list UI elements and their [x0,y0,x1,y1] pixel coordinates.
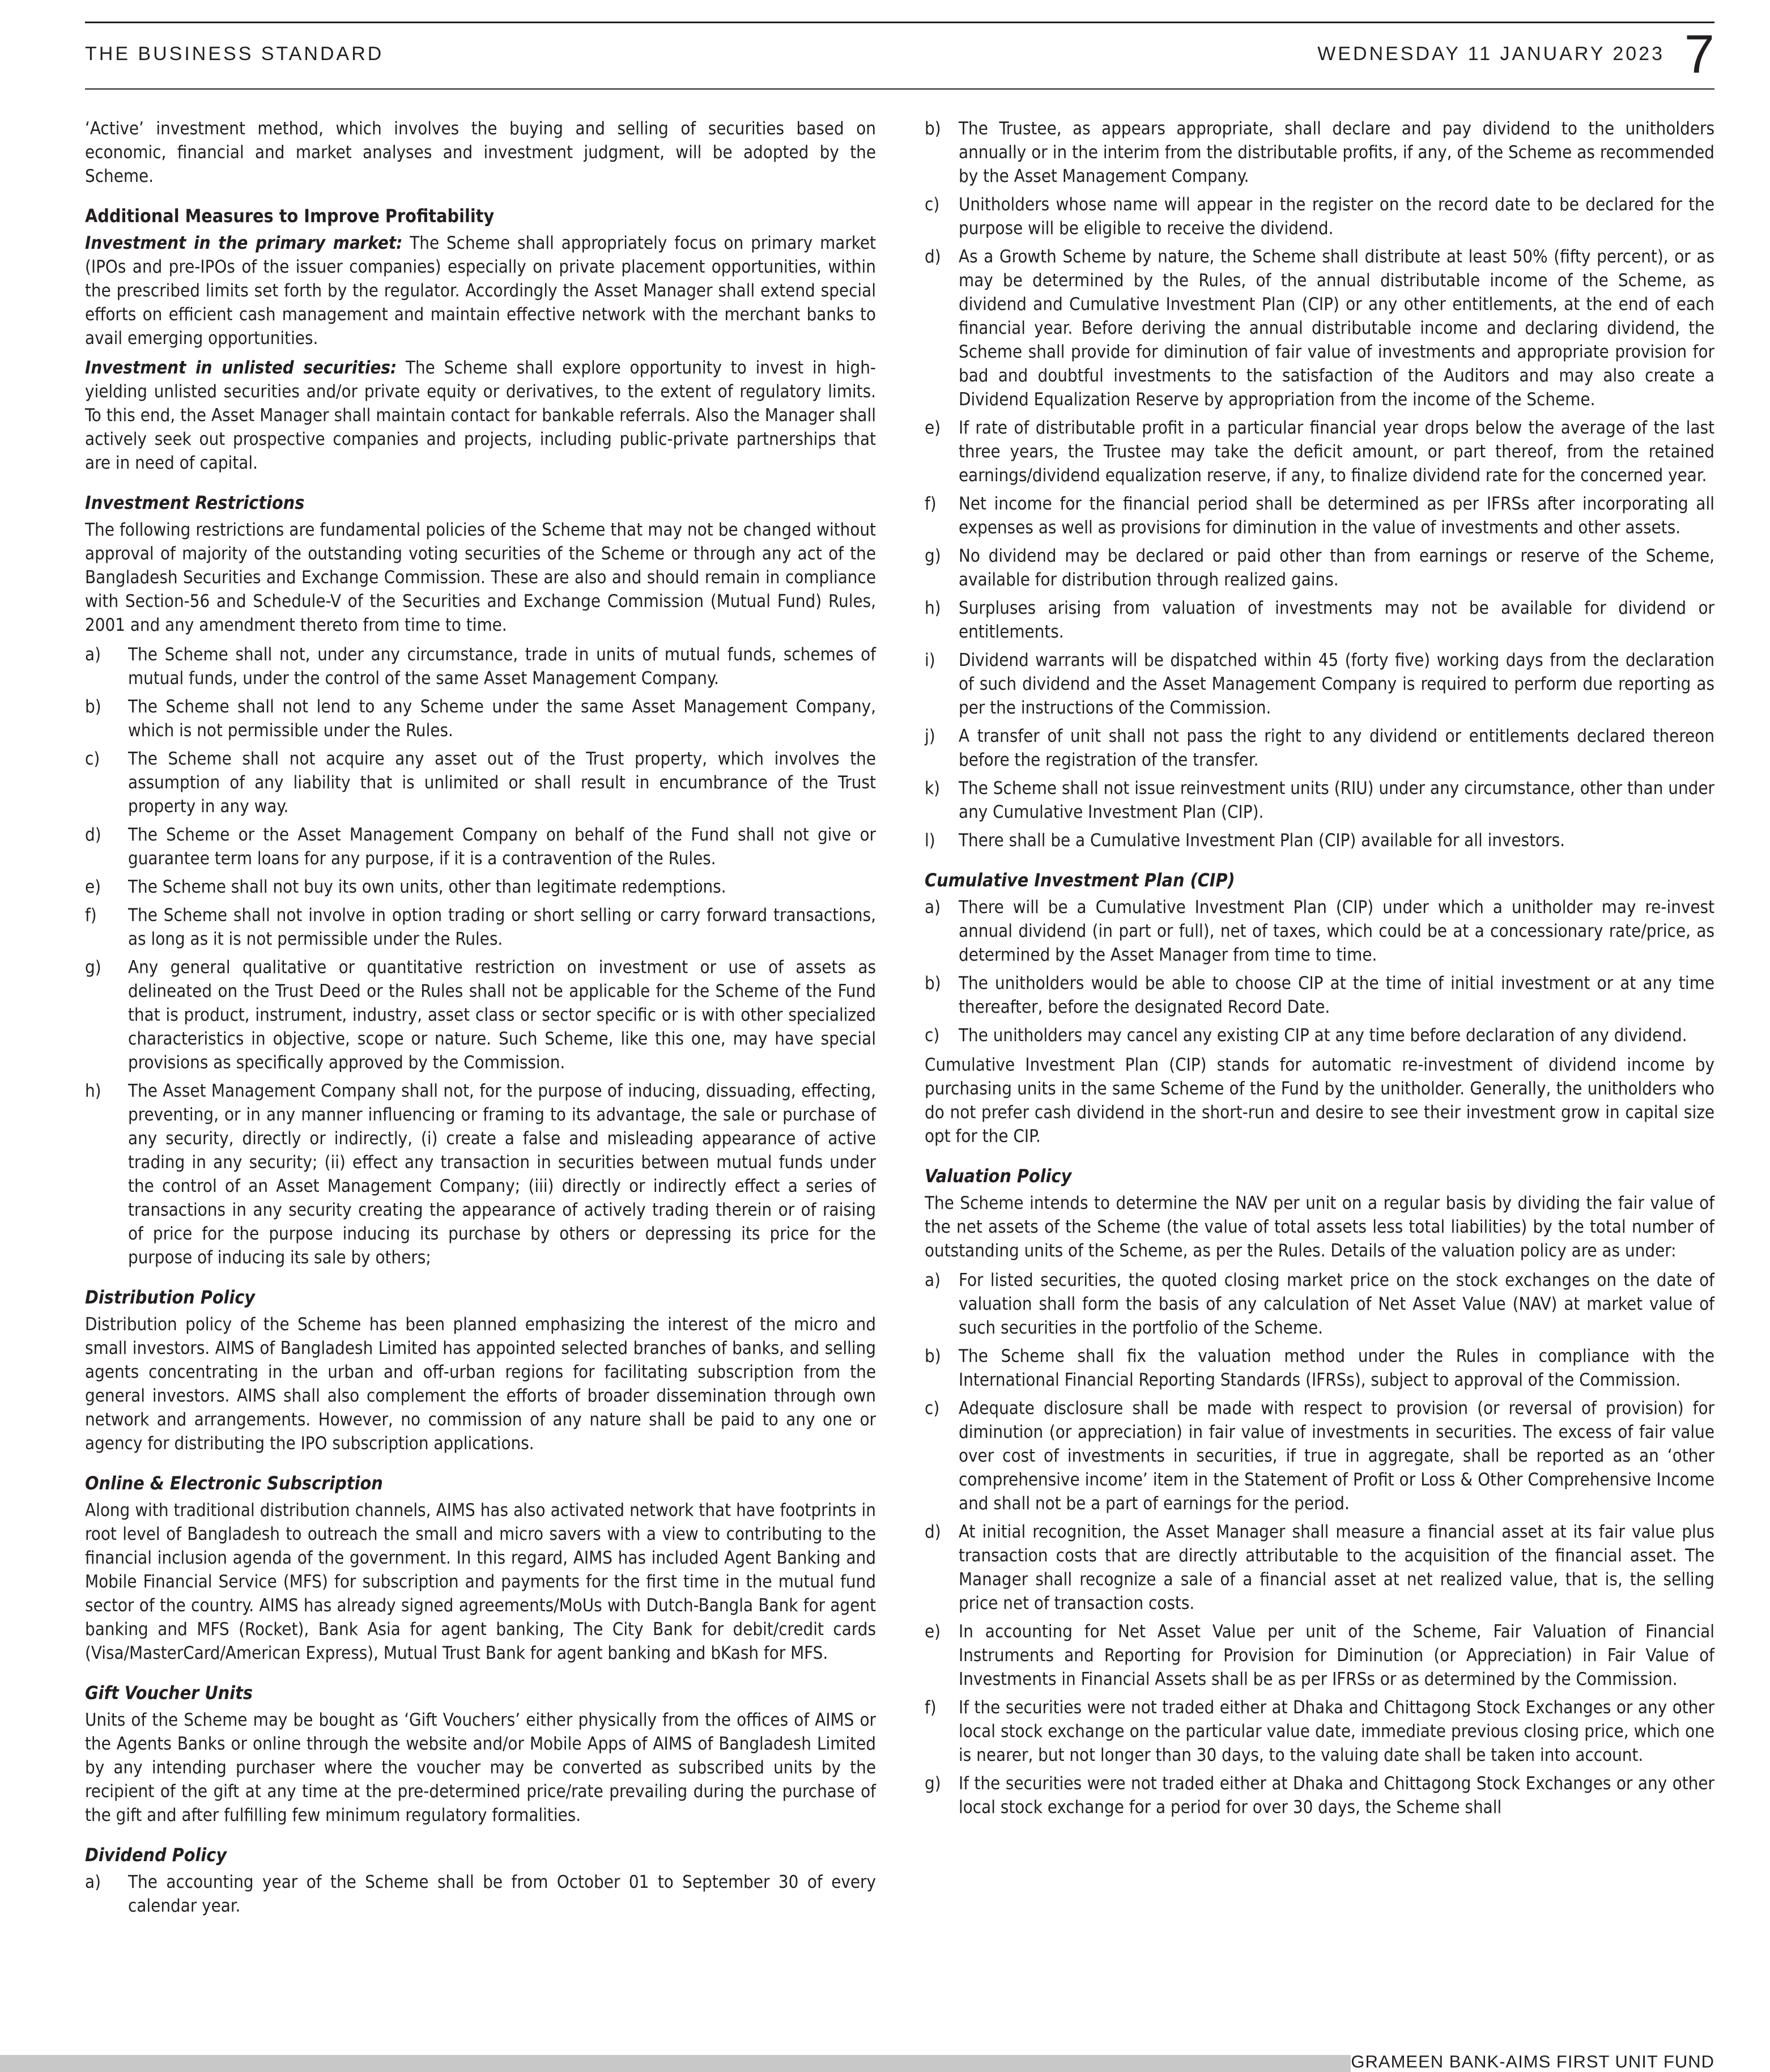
footer-bar [0,2055,1351,2072]
item-text: If the securities were not traded either at Dhaka and Chittagong Stock Exchanges or any other local stock exchange for a period for over 30 days, the Scheme shall [959,1773,1714,1818]
online-subscription-heading: Online & Electronic Subscription [85,1472,383,1494]
item-label: b) [925,118,941,139]
valuation-intro: The Scheme intends to determine the NAV per unit on a regular basis by dividing the fair value of the net assets of the Scheme (the value of total assets less total liabilities) by the total number of outstanding units of the Scheme, as per the Rules. Details of the valuation policy are as under: [925,1193,1714,1261]
primary-market-paragraph [85,231,876,350]
list-item [925,724,1714,772]
list-item [925,829,1714,852]
item-label: l) [925,830,935,851]
top-rule [85,22,1714,23]
item-text: If rate of distributable profit in a particular financial year drops below the average of the last three years, the Trustee may take the deficit amount, or part thereof, from the retained earnings/dividend equalization reserve, if any, to finalize dividend rate for the concerned year. [959,418,1714,486]
list-item [925,895,1714,967]
item-label: b) [925,973,941,993]
list-item [925,416,1714,487]
item-text: No dividend may be declared or paid other than from earnings or reserve of the Scheme, available for distribution through realized gains. [959,546,1714,590]
item-label: g) [925,1773,941,1794]
item-text: The unitholders may cancel any existing CIP at any time before declaration of any dividend. [959,1025,1687,1046]
unlisted-paragraph [85,356,876,475]
item-label: g) [925,546,941,566]
list-item [925,117,1714,188]
list-item [925,1696,1714,1767]
right-column [925,117,1714,1825]
item-label: h) [85,1081,101,1101]
item-label: b) [925,1346,941,1366]
dividend-list-continued [925,117,1714,852]
distribution-heading: Distribution Policy [85,1286,256,1308]
list-item [925,1772,1714,1819]
gift-voucher-paragraph: Units of the Scheme may be bought as ‘Gift Vouchers’ either physically from the offices of AIMS or the Agents Banks or online through the website and/or Mobile Apps of AIMS of Bangladesh Limited by any intending purchaser where the voucher may be converted as subscribed units by the recipient of the gift at any time at the pre-determined price/rate prevailing during the purchase of the gift and after fulfilling few minimum regulatory formalities. [85,1710,876,1825]
item-label: d) [925,247,941,267]
item-text: The Scheme shall not involve in option trading or short selling or carry forward transactions, as long as it is not permissible under the Rules. [128,905,876,949]
item-label: f) [85,905,97,925]
item-label: c) [925,1025,940,1046]
list-item [85,875,876,899]
item-text: At initial recognition, the Asset Manager shall measure a financial asset at its fair value plus transaction costs that are directly attributable to the acquisition of the financial asset. The Manager shall recognize a sale of a financial asset at net realized value, that is, the selling price net of transaction costs. [959,1522,1714,1614]
item-text: For listed securities, the quoted closing market price on the stock exchanges on the date of valuation shall form the basis of any calculation of Net Asset Value (NAV) at market value of such securities in the portfolio of the Scheme. [959,1270,1714,1338]
list-item [925,193,1714,240]
item-label: e) [85,877,101,897]
publication-name: THE BUSINESS STANDARD [85,43,384,65]
item-text: The Scheme or the Asset Management Company on behalf of the Fund shall not give or guarantee term loans for any purpose, if it is a contravention of the Rules. [128,825,876,869]
item-text: The Scheme shall not, under any circumstance, trade in units of mutual funds, schemes of mutual funds, under the control of the same Asset Management Company. [128,644,876,689]
item-text: Any general qualitative or quantitative restriction on investment or use of assets as delineated on the Trust Deed or the Rules shall not be applicable for the Scheme of the Fund that is product, instrument, industry, asset class or sector specific or is with other specialized characteristics in objective, scope or nature. Such Scheme, like this one, may have special provisions as specifically approved by the Commission. [128,957,876,1073]
item-label: e) [925,1621,941,1642]
restrictions-heading: Investment Restrictions [85,492,305,513]
item-text: The Asset Management Company shall not, for the purpose of inducing, dissuading, effecting, preventing, or in any manner influencing or framing to its advantage, the sale or purchase of any security, directly or indirectly, (i) create a false and misleading appearance of active trading in any security; (ii) effect any transaction in securities between mutual funds under the control of an Asset Management Company; (iii) directly or indirectly effect a series of transactions in any security creating the appearance of actively trading therein or of raising of price for the purpose inducing its purchase by others or depressing its price for the purpose of inducing its sale by others; [128,1081,876,1268]
item-text: Dividend warrants will be dispatched within 45 (forty five) working days from the declaration of such dividend and the Asset Management Company is required to perform due reporting as per the instructions of the Commission. [959,650,1714,718]
valuation-heading: Valuation Policy [925,1165,1072,1187]
list-item [85,695,876,742]
item-label: j) [925,726,935,746]
list-item [925,971,1714,1019]
gift-voucher-heading: Gift Voucher Units [85,1682,253,1704]
item-text: The Trustee, as appears appropriate, shall declare and pay dividend to the unitholders annually or in the interim from the distributable profits, if any, of the Scheme as recommended by the Asset Management Company. [959,118,1714,186]
distribution-paragraph: Distribution policy of the Scheme has been planned emphasizing the interest of the micro and small investors. AIMS of Bangladesh Limited has appointed selected branches of banks, and selling agents concentrating in the urban and off-urban regions for facilitating subscription from the general investors. AIMS shall also complement the efforts of broader dissemination through own network and arrangements. However, no commission of any nature shall be paid to any one or agency for distributing the IPO subscription applications. [85,1314,876,1454]
issue-date: WEDNESDAY 11 JANUARY 2023 [1317,43,1665,65]
valuation-list [925,1268,1714,1819]
item-text: As a Growth Scheme by nature, the Scheme shall distribute at least 50% (fifty percent), or as may be determined by the Rules, of the annual distributable income of the Scheme, as dividend and Cumulative Investment Plan (CIP) or any other entitlements, at the end of each financial year. Before deriving the annual distributable income and declaring dividend, the Scheme shall provide for diminution of fair value of investments and appropriate provision for bad and doubtful investments to the satisfaction of the Auditors and may also create a Dividend Equalization Reserve by appropriation from the income of the Scheme. [959,247,1714,410]
item-text: The Scheme shall fix the valuation method under the Rules in compliance with the International Financial Reporting Standards (IFRSs), subject to approval of the Commission. [959,1346,1714,1390]
item-text: Net income for the financial period shall be determined as per IFRSs after incorporating all expenses as well as provisions for diminution in the value of investments and other assets. [959,494,1714,538]
item-text: The Scheme shall not issue reinvestment units (RIU) under any circumstance, other than under any Cumulative Investment Plan (CIP). [959,778,1714,822]
list-item [85,747,876,818]
item-text: There shall be a Cumulative Investment Plan (CIP) available for all investors. [959,830,1565,851]
cip-heading: Cumulative Investment Plan (CIP) [925,869,1235,891]
header-rule [85,88,1714,90]
item-text: A transfer of unit shall not pass the right to any dividend or entitlements declared thereon before the registration of the transfer. [959,726,1714,770]
list-item [85,643,876,690]
item-text: There will be a Cumulative Investment Plan (CIP) under which a unitholder may re-invest annual dividend (in part or full), net of taxes, which could be at a concessionary rate/price, as determined by the Asset Manager from time to time. [959,897,1714,965]
item-text: Surpluses arising from valuation of investments may not be available for dividend or entitlements. [959,598,1714,642]
item-label: b) [85,697,101,717]
item-label: d) [925,1522,941,1542]
item-label: a) [85,644,101,665]
list-item [925,776,1714,824]
item-label: f) [925,1697,937,1718]
item-label: d) [85,825,101,845]
list-item [925,1620,1714,1691]
item-label: e) [925,418,941,438]
primary-market-text: The Scheme shall appropriately focus on primary market (IPOs and pre-IPOs of the issuer companies) especially on private placement opportunities, within the prescribed limits set forth by the regulator. Accordingly the Asset Manager shall extend special efforts on efficient cash management and maintain effective network with the merchant banks to avail emerging opportunities. [85,233,876,349]
list-item [925,1268,1714,1340]
item-text: Unitholders whose name will appear in the register on the record date to be declared for the purpose will be eligible to receive the dividend. [959,194,1714,239]
page-number: 7 [1684,24,1714,84]
footer-fund-name: GRAMEEN BANK-AIMS FIRST UNIT FUND [1351,2052,1714,2071]
item-text: The accounting year of the Scheme shall be from October 01 to September 30 of every calendar year. [128,1872,876,1916]
item-label: c) [85,749,100,769]
unlisted-lead: Investment in unlisted securities: [85,358,397,378]
restrictions-list [85,643,876,1269]
list-item [925,596,1714,644]
dividend-heading: Dividend Policy [85,1844,227,1866]
list-item [925,1024,1714,1047]
list-item [925,544,1714,592]
list-item [85,903,876,951]
list-item [85,1870,876,1918]
left-column [85,117,876,1924]
list-item [925,492,1714,540]
item-text: The unitholders would be able to choose CIP at the time of initial investment or at any time thereafter, before the designated Record Date. [959,973,1714,1017]
item-text: If the securities were not traded either at Dhaka and Chittagong Stock Exchanges or any other local stock exchange on the particular value date, immediate previous closing price, which one is nearer, but not longer than 30 days, to the valuing date shall be taken into account. [959,1697,1714,1765]
intro-paragraph: ‘Active’ investment method, which involves the buying and selling of securities based on economic, financial and market analyses and investment judgment, will be adopted by the Scheme. [85,118,876,186]
list-item [925,1520,1714,1615]
cip-paragraph: Cumulative Investment Plan (CIP) stands for automatic re-investment of dividend income by purchasing units in the same Scheme of the Fund by the unitholder. Generally, the unitholders who do not prefer cash dividend in the short-run and desire to see their investment grow in capital size opt for the CIP. [925,1055,1714,1147]
online-subscription-paragraph: Along with traditional distribution channels, AIMS has also activated network that have footprints in root level of Bangladesh to outreach the small and micro savers with a view to contributing to the financial inclusion agenda of the government. In this regard, AIMS has included Agent Banking and Mobile Financial Service (MFS) for subscription and payments for the first time in the mutual fund sector of the country. AIMS has already signed agreements/MoUs with Dutch-Bangla Bank for agent banking and MFS (Rocket), Bank Asia for agent banking, The City Bank for debit/credit cards (Visa/MasterCard/American Express), Mutual Trust Bank for agent banking and bKash for MFS. [85,1500,876,1663]
restrictions-intro: The following restrictions are fundamental policies of the Scheme that may not be changed without approval of majority of the outstanding voting securities of the Scheme or through any act of the Bangladesh Securities and Exchange Commission. These are also and should remain in compliance with Section-56 and Schedule-V of the Securities and Exchange Commission (Mutual Fund) Rules, 2001 and any amendment thereto from time to time. [85,520,876,635]
item-text: In accounting for Net Asset Value per unit of the Scheme, Fair Valuation of Financial Instruments and Reporting for Provision for Diminution (or Appreciation) in Fair Value of Investments in Financial Assets shall be as per IFRSs or as determined by the Commission. [959,1621,1714,1689]
item-label: i) [925,650,935,670]
item-text: Adequate disclosure shall be made with respect to provision (or reversal of provision) for diminution (or appreciation) in fair value of investments in securities. The excess of fair value over cost of investments in securities, if true in aggregate, shall be reported as an ‘other comprehensive income’ item in the Statement of Profit or Loss & Other Comprehensive Income and shall not be a part of earnings for the period. [959,1398,1714,1514]
list-item [925,648,1714,720]
profitability-heading: Additional Measures to Improve Profitability [85,205,495,227]
cip-list [925,895,1714,1047]
item-text: The Scheme shall not buy its own units, other than legitimate redemptions. [128,877,726,897]
item-label: k) [925,778,941,799]
item-label: a) [85,1872,101,1892]
list-item [925,1396,1714,1515]
item-label: h) [925,598,941,618]
item-label: f) [925,494,937,514]
unlisted-text: The Scheme shall explore opportunity to invest in high-yielding unlisted securities and/or private equity or derivatives, to the extent of regulatory limits. To this end, the Asset Manager shall maintain contact for bankable referrals. Also the Manager shall actively seek out prospective companies and projects, including public-private partnerships that are in need of capital. [85,358,876,473]
list-item [85,823,876,871]
item-label: a) [925,897,941,918]
list-item [85,1079,876,1269]
item-label: g) [85,957,101,978]
item-text: The Scheme shall not lend to any Scheme under the same Asset Management Company, which is not permissible under the Rules. [128,697,876,741]
dividend-list-start [85,1870,876,1918]
primary-market-lead: Investment in the primary market: [85,233,403,253]
item-text: The Scheme shall not acquire any asset out of the Trust property, which involves the assumption of any liability that is unlimited or shall result in encumbrance of the Trust property in any way. [128,749,876,817]
list-item [925,245,1714,411]
item-label: a) [925,1270,941,1290]
list-item [925,1344,1714,1392]
list-item [85,956,876,1075]
item-label: c) [925,194,940,215]
item-label: c) [925,1398,940,1419]
